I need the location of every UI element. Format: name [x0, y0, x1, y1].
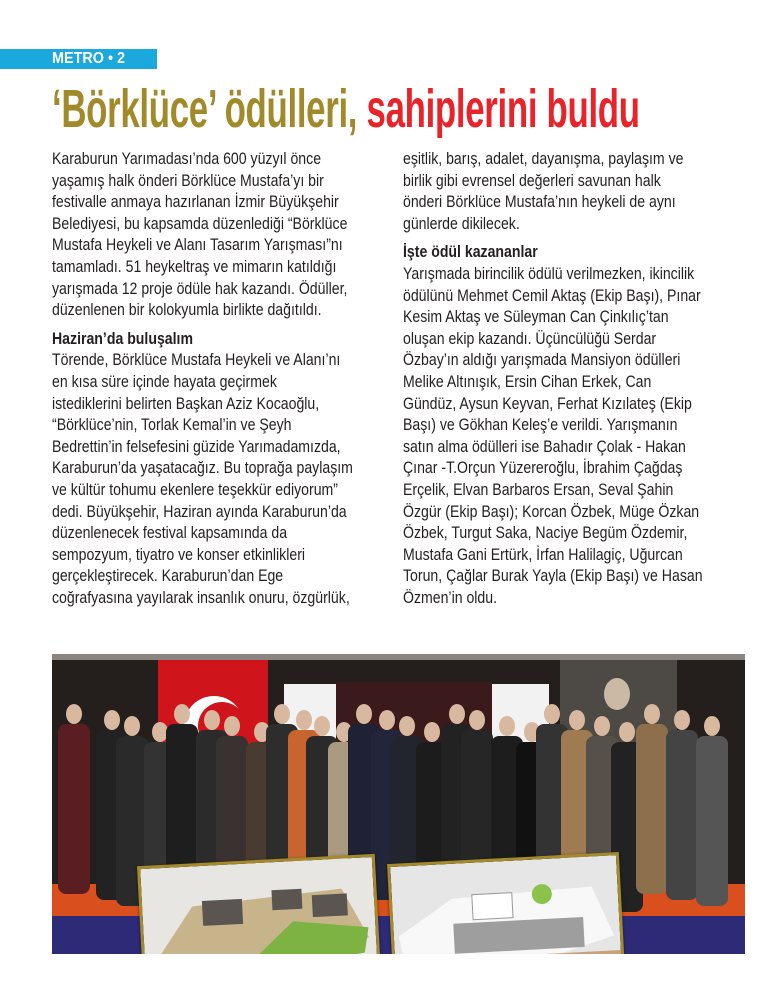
headline [52, 78, 640, 140]
text-line: tamamladı. 51 heykeltraş ve mimarın katıldığı [52, 257, 337, 276]
article-column-2 [403, 149, 753, 609]
model-photo-right [387, 852, 625, 954]
text-line: Gündüz, Aysun Keyvan, Ferhat Kızılateş (Ekip [403, 394, 692, 413]
text-line: Çınar -T.Orçun Yüzereroğlu, İbrahim Çağdaş [403, 459, 683, 478]
text-line: sempozyum, tiyatro ve konser etkinlikleri [52, 545, 306, 564]
subheading: Haziran’da buluşalım [52, 329, 193, 348]
text-line: ödülünü Mehmet Cemil Aktaş (Ekip Başı), Pınar [403, 286, 701, 305]
intro-paragraph [52, 149, 402, 322]
person-figure [58, 704, 90, 894]
text-line: yarışmada 12 proje ödüle hak kazandı. Ödüller, [52, 279, 348, 298]
text-line: düzenlenecek festival kapsamında da [52, 524, 288, 543]
text-line: “Börklüce’nin, Torlak Kemal’in ve Şeyh [52, 416, 292, 435]
text-line: satın alma ödülleri ise Bahadır Çolak - Hakan [403, 437, 686, 456]
text-line: Erçelik, Elvan Barbaros Ersan, Seval Şahin [403, 480, 674, 499]
text-line: coğrafyasına yayılarak insanlık onuru, özgürlük, [52, 588, 350, 607]
text-line: festivalle anmaya hazırlanan İzmir Büyükşehir [52, 193, 339, 212]
person-figure [666, 710, 698, 900]
text-line: dedi. Büyükşehir, Haziran ayında Karaburun’da [52, 502, 347, 521]
section-tag [0, 49, 157, 69]
text-line: gerçekleştirecek. Karaburun’dan Ege [52, 567, 284, 586]
text-line: Başı) ve Gökhan Keleş’e verildi. Yarışmanın [403, 416, 678, 435]
section-label: METRO • 2 [52, 50, 126, 67]
model-photo-left-art [140, 857, 378, 954]
ceremony-photo [52, 654, 745, 954]
text-line: ve kültür tohumu ekenlere teşekkür ediyorum” [52, 480, 338, 499]
text-line: Melike Altınışık, Ersin Cihan Erkek, Can [403, 372, 652, 391]
headline-part-gold: ‘Börklüce’ ödülleri, [52, 79, 367, 139]
text-line: Özgür (Ekip Başı); Korcan Özbek, Müge Özkan [403, 502, 700, 521]
text-line: oluşan ekip kazandı. Üçüncülüğü Serdar [403, 329, 657, 348]
text-line: düzenlenen bir kolokyumla birlikte dağıtıldı. [52, 301, 322, 320]
subheading: İşte ödül kazananlar [403, 243, 538, 262]
text-line: Torun, Çağlar Burak Yayla (Ekip Başı) ve Hasan [403, 567, 703, 586]
model-photo-left [137, 854, 381, 954]
text-line: Özmen’in oldu. [403, 588, 498, 607]
text-line: Karaburun’da yaşatacağız. Bu toprağa paylaşım [52, 459, 353, 478]
text-line: Törende, Börklüce Mustafa Heykeli ve Alanı’nı [52, 351, 341, 370]
text-line: Bedrettin’in felsefesini güzide Yarımadamızda, [52, 437, 341, 456]
text-line: Karaburun Yarımadası’nda 600 yüzyıl önce [52, 150, 322, 168]
article-column-1 [52, 149, 402, 609]
text-line: Kesim Aktaş ve Süleyman Can Çinkılıç’tan [403, 308, 669, 327]
text-line: Yarışmada birincilik ödülü verilmezken, ikincilik [403, 264, 695, 283]
body-paragraph [52, 350, 402, 609]
headline-part-red: sahiplerini buldu [366, 79, 640, 139]
text-line: günlerde dikilecek. [403, 214, 520, 233]
person-figure [636, 704, 668, 894]
model-photo-right-art [390, 855, 622, 954]
text-line: Mustafa Heykeli ve Alanı Tasarım Yarışması”nı [52, 236, 343, 255]
text-line: Özbay’ın aldığı yarışmada Mansiyon ödülleri [403, 351, 681, 370]
intro-paragraph [403, 149, 753, 235]
text-line: en kısa süre içinde hayata geçirmek [52, 372, 277, 391]
person-figure [696, 716, 728, 906]
text-line: önderi Börklüce Mustafa’nın heykeli de aynı [403, 193, 676, 212]
text-line: istediklerini belirten Başkan Aziz Kocaoğlu, [52, 394, 320, 413]
text-line: Özbek, Turgut Saka, Naciye Begüm Özdemir, [403, 524, 688, 543]
text-line: birlik gibi evrensel değerleri savunan halk [403, 171, 661, 190]
text-line: Belediyesi, bu kapsamda düzenlediği “Börklüce [52, 214, 348, 233]
text-line: eşitlik, barış, adalet, dayanışma, paylaşım ve [403, 150, 684, 168]
text-line: yaşamış halk önderi Börklüce Mustafa’yı bir [52, 171, 324, 190]
body-paragraph [403, 264, 753, 610]
text-line: Mustafa Gani Ertürk, İrfan Halilagiç, Uğurcan [403, 545, 683, 564]
